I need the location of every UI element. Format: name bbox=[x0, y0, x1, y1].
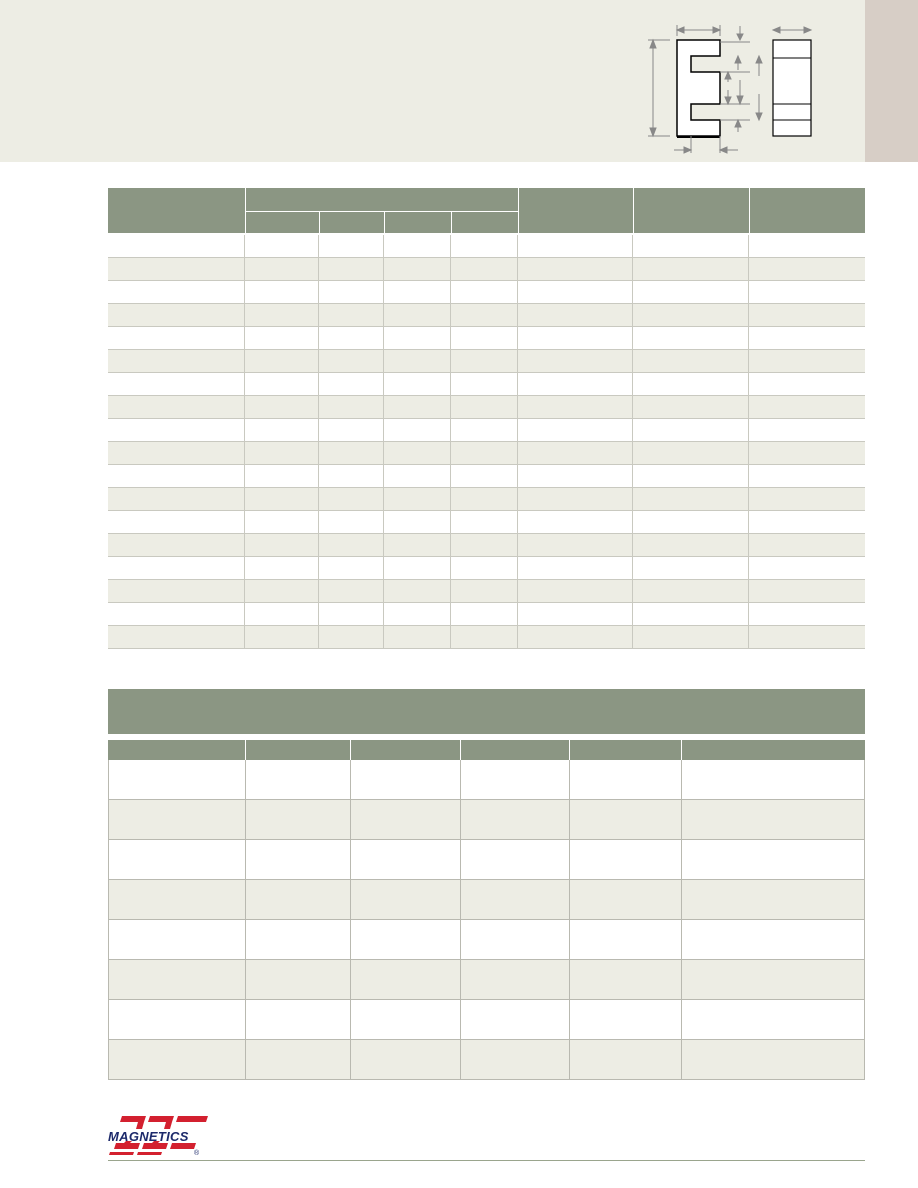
table-row bbox=[108, 396, 865, 419]
table-cell bbox=[518, 626, 633, 648]
table-row bbox=[109, 760, 864, 800]
table-cell bbox=[384, 465, 451, 487]
table-cell bbox=[461, 800, 570, 839]
table-cell bbox=[451, 603, 518, 625]
table-cell bbox=[749, 281, 864, 303]
side-view-outline bbox=[773, 40, 811, 136]
table-cell bbox=[682, 880, 863, 919]
table-cell bbox=[245, 511, 319, 533]
table-cell bbox=[451, 350, 518, 372]
table-cell bbox=[633, 281, 749, 303]
table-cell bbox=[109, 800, 246, 839]
table1-header bbox=[108, 188, 865, 233]
table-cell bbox=[246, 1000, 351, 1039]
table-cell bbox=[749, 534, 864, 556]
table-cell bbox=[518, 258, 633, 280]
table-cell bbox=[351, 960, 461, 999]
table-cell bbox=[108, 396, 245, 418]
table-cell bbox=[461, 960, 570, 999]
table-cell bbox=[246, 1040, 351, 1079]
table-cell bbox=[461, 880, 570, 919]
table-cell bbox=[319, 442, 384, 464]
table-cell bbox=[245, 304, 319, 326]
table2-title-bar bbox=[108, 689, 865, 734]
table-cell bbox=[108, 350, 245, 372]
table-cell bbox=[749, 304, 864, 326]
table-cell bbox=[518, 235, 633, 257]
table-cell bbox=[451, 534, 518, 556]
table-cell bbox=[633, 419, 749, 441]
table-cell bbox=[109, 760, 246, 799]
table-cell bbox=[319, 603, 384, 625]
table-cell bbox=[384, 235, 451, 257]
table-cell bbox=[451, 327, 518, 349]
table-cell bbox=[518, 534, 633, 556]
table-cell bbox=[633, 488, 749, 510]
table-cell bbox=[319, 511, 384, 533]
table-cell bbox=[518, 350, 633, 372]
table-cell bbox=[319, 396, 384, 418]
table-row bbox=[108, 304, 865, 327]
table-cell bbox=[319, 281, 384, 303]
table-cell bbox=[451, 626, 518, 648]
table-row bbox=[109, 880, 864, 920]
table-cell bbox=[319, 580, 384, 602]
e-core-outline bbox=[677, 40, 720, 136]
table-cell bbox=[246, 960, 351, 999]
table-cell bbox=[108, 235, 245, 257]
table-cell bbox=[319, 419, 384, 441]
table-row bbox=[108, 580, 865, 603]
table-row bbox=[108, 327, 865, 350]
table-cell bbox=[384, 626, 451, 648]
table-cell bbox=[682, 840, 863, 879]
table-cell bbox=[246, 880, 351, 919]
table-cell bbox=[384, 396, 451, 418]
e-core-dimension-diagram bbox=[640, 20, 820, 160]
table-cell bbox=[108, 465, 245, 487]
table-cell bbox=[319, 304, 384, 326]
table-cell bbox=[451, 488, 518, 510]
table-cell bbox=[319, 534, 384, 556]
table-cell bbox=[518, 419, 633, 441]
table-cell bbox=[518, 396, 633, 418]
magnetics-logo bbox=[108, 1112, 218, 1160]
table-cell bbox=[518, 557, 633, 579]
table-cell bbox=[682, 960, 863, 999]
table-cell bbox=[749, 419, 864, 441]
table-cell bbox=[245, 281, 319, 303]
table-cell bbox=[633, 373, 749, 395]
table-cell bbox=[570, 840, 682, 879]
table-row bbox=[108, 557, 865, 580]
table-cell bbox=[245, 557, 319, 579]
table-cell bbox=[319, 258, 384, 280]
table-cell bbox=[633, 534, 749, 556]
table-cell bbox=[570, 1040, 682, 1079]
table-cell bbox=[384, 603, 451, 625]
table-cell bbox=[245, 258, 319, 280]
table-row bbox=[108, 511, 865, 534]
table-cell bbox=[682, 800, 863, 839]
logo-wordmark: MAGNETICS bbox=[108, 1129, 189, 1144]
table-cell bbox=[461, 920, 570, 959]
table-cell bbox=[749, 350, 864, 372]
table1-body bbox=[108, 235, 865, 649]
table-cell bbox=[109, 960, 246, 999]
table-cell bbox=[351, 840, 461, 879]
table-cell bbox=[108, 258, 245, 280]
table-cell bbox=[451, 281, 518, 303]
table-cell bbox=[319, 373, 384, 395]
table-cell bbox=[682, 920, 863, 959]
table-cell bbox=[108, 580, 245, 602]
table-cell bbox=[384, 442, 451, 464]
table-cell bbox=[570, 760, 682, 799]
table-cell bbox=[749, 465, 864, 487]
table-cell bbox=[749, 258, 864, 280]
table-row bbox=[108, 373, 865, 396]
table-row bbox=[108, 258, 865, 281]
table-cell bbox=[633, 465, 749, 487]
table-cell bbox=[108, 557, 245, 579]
table-cell bbox=[570, 800, 682, 839]
table-row bbox=[109, 1040, 864, 1080]
table-cell bbox=[518, 465, 633, 487]
table-cell bbox=[319, 235, 384, 257]
table-cell bbox=[245, 396, 319, 418]
table-cell bbox=[319, 488, 384, 510]
table-cell bbox=[109, 920, 246, 959]
table-cell bbox=[570, 880, 682, 919]
table-row bbox=[109, 960, 864, 1000]
table-cell bbox=[633, 258, 749, 280]
table-cell bbox=[461, 760, 570, 799]
table-cell bbox=[451, 419, 518, 441]
table-cell bbox=[518, 442, 633, 464]
table-cell bbox=[518, 327, 633, 349]
table-cell bbox=[749, 626, 864, 648]
table-cell bbox=[518, 580, 633, 602]
table-cell bbox=[108, 304, 245, 326]
table-cell bbox=[451, 304, 518, 326]
table-cell bbox=[245, 350, 319, 372]
table-cell bbox=[245, 465, 319, 487]
table-cell bbox=[633, 396, 749, 418]
table-cell bbox=[245, 442, 319, 464]
table-cell bbox=[108, 626, 245, 648]
table-row bbox=[109, 840, 864, 880]
table-cell bbox=[749, 603, 864, 625]
table-cell bbox=[108, 281, 245, 303]
table-row bbox=[109, 800, 864, 840]
footer-rule bbox=[108, 1160, 865, 1161]
table-cell bbox=[245, 603, 319, 625]
table-cell bbox=[384, 350, 451, 372]
table-cell bbox=[633, 442, 749, 464]
table-cell bbox=[245, 580, 319, 602]
table-cell bbox=[749, 580, 864, 602]
table-cell bbox=[461, 1040, 570, 1079]
table-cell bbox=[245, 235, 319, 257]
table-cell bbox=[245, 626, 319, 648]
table-row bbox=[108, 281, 865, 304]
table-cell bbox=[109, 840, 246, 879]
table-cell bbox=[633, 626, 749, 648]
table-cell bbox=[351, 1000, 461, 1039]
table-cell bbox=[384, 304, 451, 326]
table-cell bbox=[451, 258, 518, 280]
table-cell bbox=[749, 488, 864, 510]
table-cell bbox=[451, 396, 518, 418]
table-cell bbox=[384, 534, 451, 556]
table-cell bbox=[351, 760, 461, 799]
table-cell bbox=[384, 580, 451, 602]
table-cell bbox=[246, 760, 351, 799]
table-cell bbox=[108, 534, 245, 556]
table-row bbox=[109, 920, 864, 960]
table-row bbox=[108, 534, 865, 557]
table-cell bbox=[682, 760, 863, 799]
table-cell bbox=[633, 557, 749, 579]
table-cell bbox=[633, 511, 749, 533]
table-cell bbox=[518, 304, 633, 326]
table-cell bbox=[108, 373, 245, 395]
table-cell bbox=[384, 557, 451, 579]
table-row bbox=[108, 603, 865, 626]
table-cell bbox=[461, 1000, 570, 1039]
table-cell bbox=[749, 396, 864, 418]
table-cell bbox=[319, 350, 384, 372]
table-cell bbox=[351, 1040, 461, 1079]
table-row bbox=[108, 488, 865, 511]
table-cell bbox=[384, 419, 451, 441]
table-cell bbox=[384, 281, 451, 303]
table-cell bbox=[518, 373, 633, 395]
table-row bbox=[108, 626, 865, 649]
table-cell bbox=[108, 511, 245, 533]
table-cell bbox=[633, 327, 749, 349]
table-row bbox=[108, 235, 865, 258]
table-cell bbox=[246, 920, 351, 959]
table-cell bbox=[749, 557, 864, 579]
table-cell bbox=[518, 281, 633, 303]
svg-text:®: ® bbox=[194, 1150, 200, 1157]
table-cell bbox=[245, 373, 319, 395]
table-cell bbox=[108, 442, 245, 464]
table-cell bbox=[518, 488, 633, 510]
table-cell bbox=[633, 603, 749, 625]
table-cell bbox=[245, 327, 319, 349]
table-cell bbox=[451, 235, 518, 257]
table-cell bbox=[384, 488, 451, 510]
table-cell bbox=[749, 511, 864, 533]
table-cell bbox=[319, 626, 384, 648]
table-cell bbox=[384, 511, 451, 533]
table-cell bbox=[570, 920, 682, 959]
table-cell bbox=[749, 235, 864, 257]
table-row bbox=[108, 465, 865, 488]
table-cell bbox=[518, 603, 633, 625]
table-cell bbox=[351, 800, 461, 839]
table-cell bbox=[518, 511, 633, 533]
table-cell bbox=[319, 465, 384, 487]
table-row bbox=[108, 350, 865, 373]
table-cell bbox=[109, 1000, 246, 1039]
table-cell bbox=[451, 442, 518, 464]
table-cell bbox=[245, 419, 319, 441]
table-cell bbox=[682, 1040, 863, 1079]
table-cell bbox=[749, 327, 864, 349]
table-cell bbox=[108, 419, 245, 441]
table-row bbox=[108, 442, 865, 465]
table-cell bbox=[384, 258, 451, 280]
table-cell bbox=[633, 304, 749, 326]
table-cell bbox=[749, 442, 864, 464]
table-cell bbox=[108, 327, 245, 349]
table-cell bbox=[246, 800, 351, 839]
table-cell bbox=[451, 373, 518, 395]
table-cell bbox=[351, 880, 461, 919]
table-cell bbox=[109, 1040, 246, 1079]
table-row bbox=[108, 419, 865, 442]
table2-body bbox=[108, 760, 865, 1080]
table-cell bbox=[633, 350, 749, 372]
table-cell bbox=[749, 373, 864, 395]
table-cell bbox=[108, 603, 245, 625]
table-cell bbox=[570, 1000, 682, 1039]
side-tab bbox=[865, 0, 918, 162]
table-cell bbox=[633, 580, 749, 602]
table-cell bbox=[451, 511, 518, 533]
table-cell bbox=[384, 327, 451, 349]
table-cell bbox=[109, 880, 246, 919]
table-cell bbox=[451, 580, 518, 602]
table-cell bbox=[245, 488, 319, 510]
table-cell bbox=[351, 920, 461, 959]
table-cell bbox=[633, 235, 749, 257]
table-cell bbox=[384, 373, 451, 395]
table-cell bbox=[570, 960, 682, 999]
table2-header bbox=[108, 740, 865, 760]
table-cell bbox=[319, 557, 384, 579]
table-cell bbox=[245, 534, 319, 556]
table-cell bbox=[246, 840, 351, 879]
table-cell bbox=[108, 488, 245, 510]
table-cell bbox=[319, 327, 384, 349]
table-cell bbox=[451, 465, 518, 487]
table-cell bbox=[461, 840, 570, 879]
table-cell bbox=[451, 557, 518, 579]
table-row bbox=[109, 1000, 864, 1040]
table-cell bbox=[682, 1000, 863, 1039]
